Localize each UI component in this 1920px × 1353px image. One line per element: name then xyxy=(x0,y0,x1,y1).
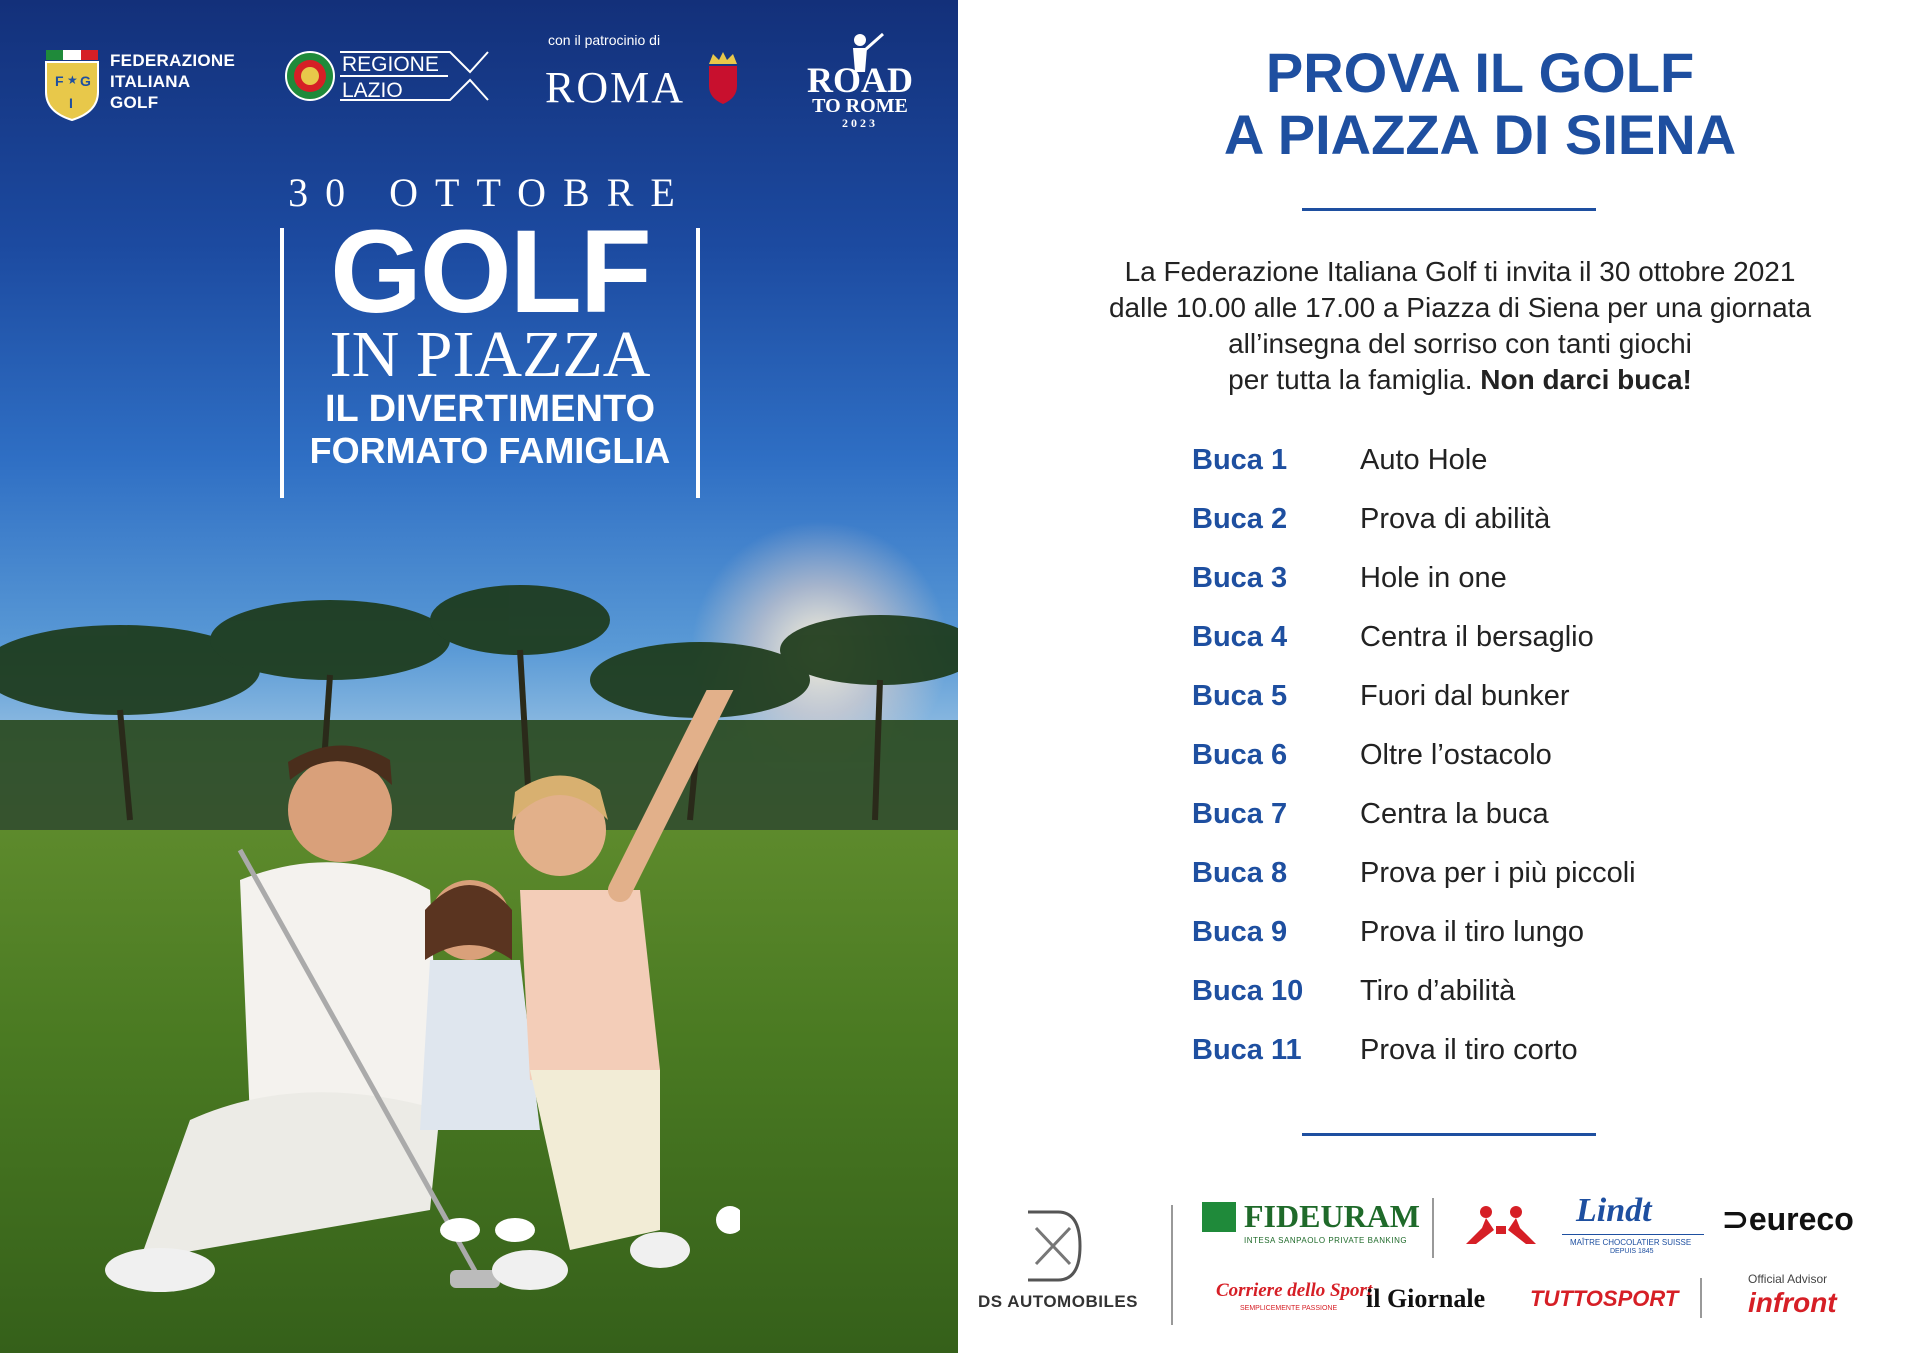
tuttosport-logo: TUTTOSPORT xyxy=(1530,1286,1679,1311)
hole-label: Buca 6 xyxy=(1192,739,1288,771)
fig-line-3: GOLF xyxy=(110,93,159,112)
svg-text:F: F xyxy=(55,73,64,89)
hole-label: Buca 9 xyxy=(1192,916,1288,948)
kappa-logo-icon xyxy=(1456,1204,1546,1246)
lindt-subtitle: MAÎTRE CHOCOLATIER SUISSE xyxy=(1570,1238,1692,1247)
hole-activity: Fuori dal bunker xyxy=(1360,680,1570,712)
list-item xyxy=(1192,621,1832,680)
sponsor-separator xyxy=(1432,1198,1434,1258)
roma-shield-icon xyxy=(705,52,741,104)
list-item xyxy=(1192,680,1832,739)
hole-label: Buca 8 xyxy=(1192,857,1288,889)
svg-text:G: G xyxy=(80,73,91,89)
hole-activity: Centra la buca xyxy=(1360,798,1549,830)
list-item xyxy=(1192,916,1832,975)
hole-activity: Prova di abilità xyxy=(1360,503,1551,535)
family-photo xyxy=(100,690,740,1310)
intro-paragraph xyxy=(1030,254,1890,398)
intro-line: all’insegna del sorriso con tanti giochi xyxy=(1228,328,1692,359)
hole-activity: Prova per i più piccoli xyxy=(1360,857,1636,889)
divider-top xyxy=(1302,208,1596,211)
list-item xyxy=(1192,1034,1832,1093)
headline-bar-left xyxy=(280,228,284,498)
lazio-emblem-icon xyxy=(284,50,336,102)
fideuram-subtitle: INTESA SANPAOLO PRIVATE BANKING xyxy=(1244,1236,1408,1245)
poster-headline xyxy=(270,170,710,472)
divider-bottom xyxy=(1302,1133,1596,1136)
regione-lazio-logo xyxy=(342,52,439,104)
fig-shield-icon xyxy=(44,48,100,122)
infront-logo: infront xyxy=(1748,1287,1837,1318)
regione-word: REGIONE xyxy=(342,53,439,76)
hole-activity: Centra il bersaglio xyxy=(1360,621,1594,653)
list-item xyxy=(1192,739,1832,798)
ds-logo-icon xyxy=(1018,1208,1088,1284)
rtr-to-rome: TO ROME xyxy=(812,95,908,117)
sponsor-strip xyxy=(958,1190,1920,1353)
svg-text:I: I xyxy=(69,95,73,111)
event-date: 30 OTTOBRE xyxy=(288,170,692,215)
hole-activity: Prova il tiro lungo xyxy=(1360,916,1585,948)
ds-automobiles-label: DS AUTOMOBILES xyxy=(978,1292,1139,1311)
hole-activity: Tiro d’abilità xyxy=(1360,975,1516,1007)
official-advisor-label: Official Advisor xyxy=(1748,1272,1828,1286)
svg-text:★: ★ xyxy=(67,73,78,87)
corriere-subtitle: SEMPLICEMENTE PASSIONE xyxy=(1240,1305,1338,1312)
list-item xyxy=(1192,798,1832,857)
hole-label: Buca 5 xyxy=(1192,680,1288,712)
fig-line-1: FEDERAZIONE xyxy=(110,51,236,70)
page-title xyxy=(1080,42,1880,166)
event-poster xyxy=(0,0,958,1353)
hole-activity: Auto Hole xyxy=(1360,444,1488,476)
hole-label: Buca 4 xyxy=(1192,621,1288,653)
fig-line-2: ITALIANA xyxy=(110,72,191,91)
list-item xyxy=(1192,503,1832,562)
hole-activity: Prova il tiro corto xyxy=(1360,1034,1578,1066)
rtr-year: 2023 xyxy=(842,116,878,130)
eureco-word: eureco xyxy=(1748,1201,1854,1237)
sponsor-separator xyxy=(1171,1205,1173,1325)
hole-label: Buca 1 xyxy=(1192,444,1288,476)
intro-line: La Federazione Italiana Golf ti invita il 30 ottobre 2021 xyxy=(1124,256,1796,287)
corriere-dello-sport-logo: Corriere dello Sport xyxy=(1216,1280,1373,1301)
lazio-word: LAZIO xyxy=(342,79,403,102)
in-piazza-word: IN PIAZZA xyxy=(329,318,651,391)
list-item xyxy=(1192,857,1832,916)
hole-activity: Oltre l’ostacolo xyxy=(1360,739,1552,771)
title-line-1: PROVA IL GOLF xyxy=(1265,41,1695,104)
hole-activity: Hole in one xyxy=(1360,562,1507,594)
holes-list xyxy=(1192,444,1832,1093)
lindt-logo: Lindt xyxy=(1576,1192,1652,1229)
headline-bar-right xyxy=(696,228,700,498)
patrocinio-label: con il patrocinio di xyxy=(548,32,661,48)
intro-line: per tutta la famiglia. Non darci buca! xyxy=(1228,364,1692,395)
hole-label: Buca 2 xyxy=(1192,503,1288,535)
intro-line: dalle 10.00 alle 17.00 a Piazza di Siena per una giornata xyxy=(1108,292,1812,323)
hole-label: Buca 11 xyxy=(1192,1034,1302,1066)
fideuram-emblem-icon xyxy=(1202,1202,1236,1232)
lindt-rule xyxy=(1562,1234,1704,1235)
title-line-2: A PIAZZA DI SIENA xyxy=(1223,103,1737,166)
intro-bold-callout: Non darci buca! xyxy=(1480,364,1692,395)
roma-logo: ROMA xyxy=(545,63,686,112)
partner-logos xyxy=(40,32,920,130)
road-to-rome-logo xyxy=(795,28,925,128)
eureco-logo: ⊃eureco xyxy=(1722,1201,1854,1237)
lindt-since: DEPUIS 1845 xyxy=(1610,1248,1654,1255)
formato-famiglia-line: FORMATO FAMIGLIA xyxy=(309,430,671,471)
hole-label: Buca 7 xyxy=(1192,798,1288,830)
list-item xyxy=(1192,562,1832,621)
list-item xyxy=(1192,444,1832,503)
fideuram-logo: FIDEURAM xyxy=(1244,1198,1420,1234)
hole-label: Buca 10 xyxy=(1192,975,1304,1007)
rtr-road: ROAD xyxy=(807,60,913,100)
list-item xyxy=(1192,975,1832,1034)
golf-word: GOLF xyxy=(330,206,650,338)
divertimento-line: IL DIVERTIMENTO xyxy=(324,388,656,430)
il-giornale-logo: il Giornale xyxy=(1366,1284,1486,1313)
hole-label: Buca 3 xyxy=(1192,562,1288,594)
fig-logo-text xyxy=(110,50,235,113)
sponsor-separator xyxy=(1700,1278,1702,1318)
